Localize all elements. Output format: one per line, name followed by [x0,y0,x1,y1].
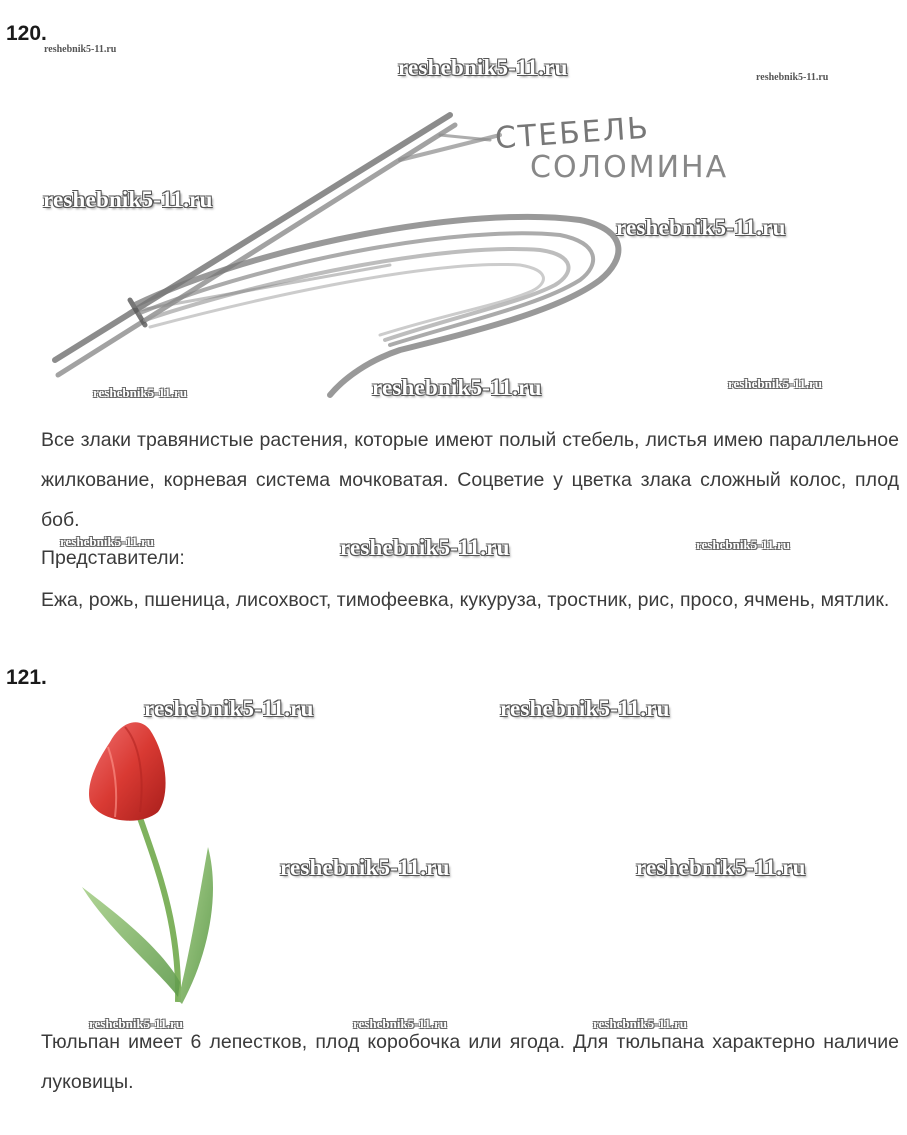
watermark: reshebnik5-11.ru [372,375,542,400]
watermark: reshebnik5-11.ru [340,535,510,560]
watermark: reshebnik5-11.ru [500,696,670,721]
watermark: reshebnik5-11.ru [636,855,806,880]
label-straw: СОЛОМИНА [530,150,729,185]
task-number-121: 121. [6,666,47,689]
watermark: reshebnik5-11.ru [398,55,568,80]
watermark: reshebnik5-11.ru [93,385,188,400]
representatives-label: Представители: [41,547,185,569]
watermark: reshebnik5-11.ru [43,187,213,212]
representatives-list: Ежа, рожь, пшеница, лисохвост, тимофеевка, кукуруза, тростник, рис, просо, ячмень, мятлик. [41,589,890,611]
watermark: reshebnik5-11.ru [89,1016,184,1031]
watermark: reshebnik5-11.ru [60,534,155,549]
grass-stem-drawing [40,95,780,415]
watermark: reshebnik5-11.ru [353,1016,448,1031]
watermark: reshebnik5-11.ru [616,215,786,240]
watermark: reshebnik5-11.ru [280,855,450,880]
task-120-description: Все злаки травянистые растения, которые имеют полый стебель, листья имею параллельное жилкование, корневая система мочковатая. Соцветие у цветка злака сложный колос, плод боб. [41,429,899,531]
task-121-description: Тюльпан имеет 6 лепестков, плод коробочка или ягода. Для тюльпана характерно наличие луковицы. [41,1031,899,1093]
tulip-illustration [70,712,240,1012]
watermark: reshebnik5-11.ru [144,696,314,721]
watermark: reshebnik5-11.ru [44,44,117,55]
watermark: reshebnik5-11.ru [756,72,829,83]
watermark: reshebnik5-11.ru [696,537,791,552]
watermark: reshebnik5-11.ru [728,376,823,391]
label-stem: СТЕБЕЛЬ [493,110,651,157]
watermark: reshebnik5-11.ru [593,1016,688,1031]
task-number-120: 120. [6,22,47,45]
